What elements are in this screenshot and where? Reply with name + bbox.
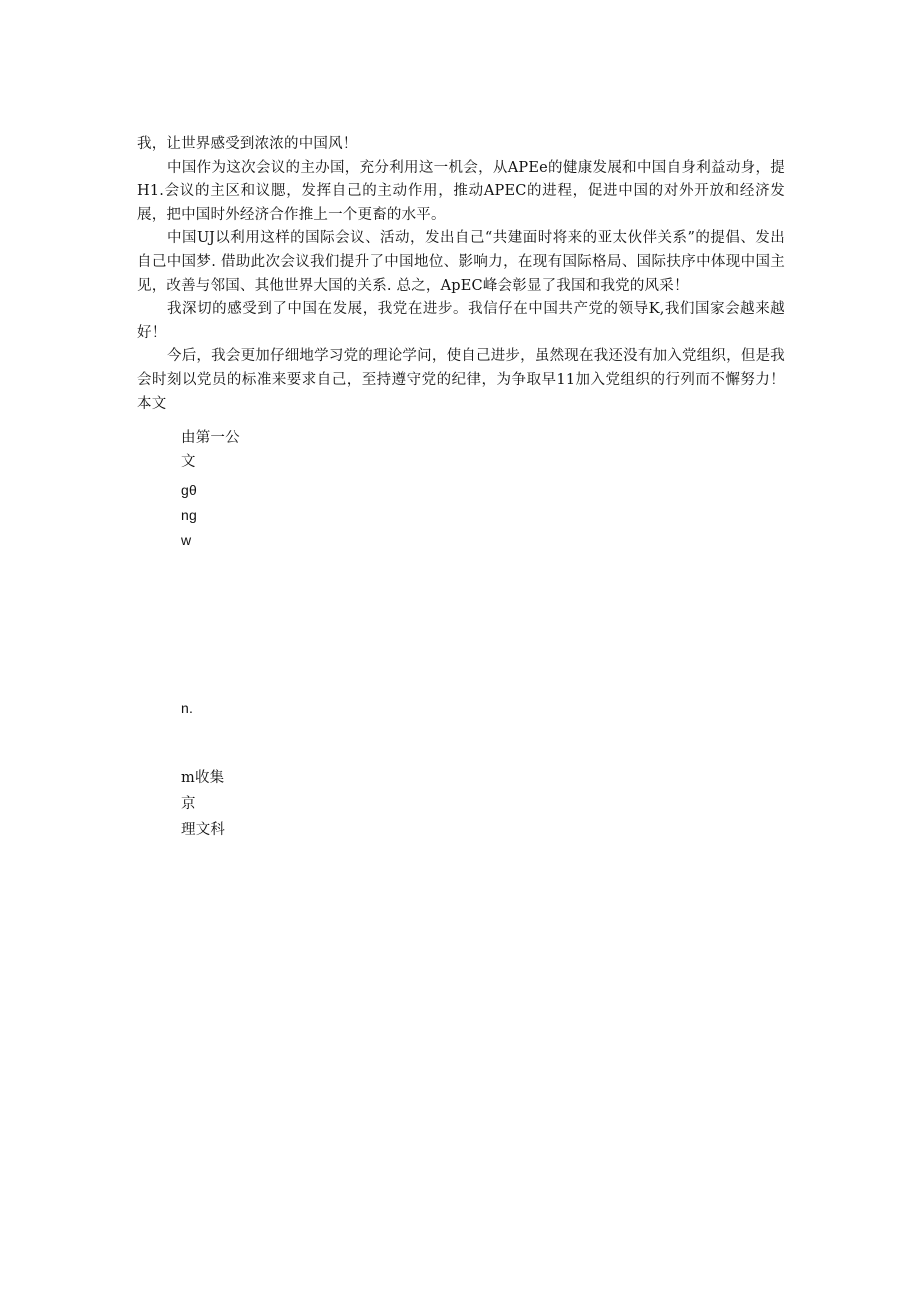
paragraph-development: 我深切的感受到了中国在发展，我党在进步。我信仔在中国共产党的领导K,我们国家会越来越好！ <box>137 301 785 341</box>
fragment-line-1: 由第一公 <box>181 430 240 446</box>
fragment-line-2: 文 <box>181 454 196 470</box>
paragraph-host-country: 中国作为这次会议的主办国，充分利用这一机会，从APEe的健康发展和中国自身利益动身，提H1.会议的主区和议腮，发挥自己的主动作用，推动APEC的进程，促进中国的对外开放和经济发展，把中国时外经济合作推上一个更畜的水平。 <box>137 159 785 223</box>
fragment-line-9: 理文科 <box>181 822 226 838</box>
fragment-line-3: gθ <box>181 482 197 498</box>
fragment-line-7: m收集 <box>181 770 225 786</box>
fragment-line-6: n. <box>181 700 194 716</box>
fragment-line-8: 京 <box>181 796 196 812</box>
fragment-line-5: w <box>181 532 192 548</box>
document-body <box>137 133 785 416</box>
paragraph-future-commitment: 今后，我会更加仔细地学习党的理论学问，使自己进步，虽然现在我还没有加入党组织，但是我会时刻以党员的标准来要求自己，至持遵守党的纪律，为争取早11加入党组织的行列而不懈努力！本文 <box>137 348 785 412</box>
fragment-line-4: ng <box>181 507 197 523</box>
paragraph-opening: 我，让世界感受到浓浓的中国风！ <box>137 136 358 152</box>
paragraph-international-meeting: 中国UJ以利用这样的国际会议、活动，发出自己“共建面时将来的亚太伙伴关系”的提倡、发出自己中国梦. 借助此次会议我们提升了中国地位、影响力，在现有国际格局、国际扶序中体现中国主见，改善与邻国、其他世界大国的关系. 总之，ApEC峰会彰显了我国和我党的风采！ <box>137 230 785 294</box>
